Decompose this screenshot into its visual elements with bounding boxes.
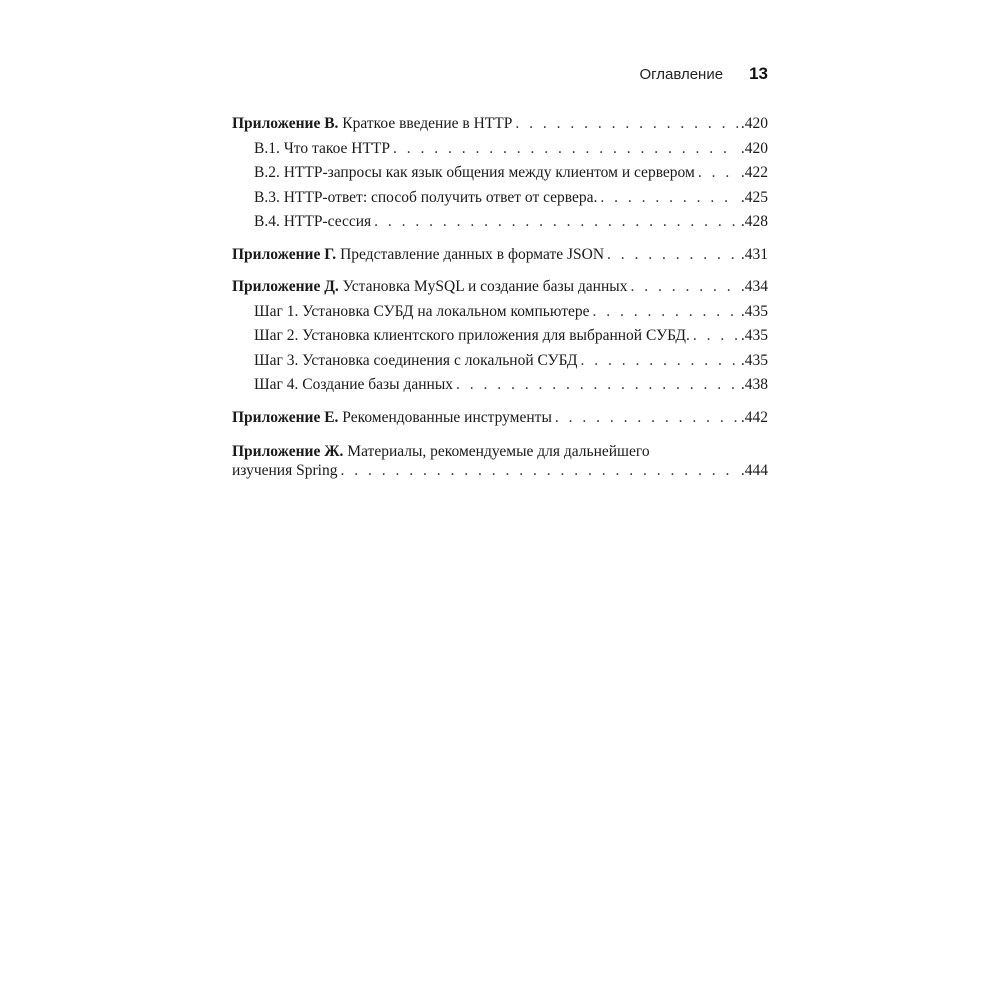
- page-ref: .442: [740, 408, 768, 426]
- page-ref: .435: [740, 351, 768, 369]
- toc-group-appendix-g: [232, 243, 768, 268]
- dot-leader: [630, 275, 737, 300]
- toc-entry-appendix-d[interactable]: [232, 275, 768, 300]
- appendix-title: Материалы, рекомендуемые для дальнейшего: [347, 443, 650, 460]
- toc-entry-appendix-zh-line1[interactable]: [232, 442, 768, 461]
- toc-group-appendix-d: [232, 275, 768, 398]
- subentry-title: Шаг 1. Установка СУБД на локальном компьютере: [254, 302, 590, 320]
- toc-entry-appendix-g[interactable]: [232, 243, 768, 268]
- subentry-title: В.4. HTTP-сессия: [254, 213, 372, 230]
- dot-leader: [592, 300, 737, 325]
- dot-leader: [607, 243, 738, 268]
- dot-leader: [515, 112, 738, 137]
- page-ref: .428: [740, 213, 768, 230]
- appendix-title: Установка MySQL и создание базы данных: [342, 278, 628, 295]
- subentry-title: В.1. Что такое HTTP: [254, 139, 391, 157]
- page-ref: .435: [740, 302, 768, 320]
- toc-subentry[interactable]: [232, 210, 768, 235]
- page-ref: .431: [740, 245, 768, 263]
- toc-subentry[interactable]: [232, 300, 768, 325]
- dot-leader: [581, 349, 738, 374]
- page-ref: .425: [740, 188, 768, 206]
- table-of-contents: [232, 112, 768, 489]
- page-ref: .420: [740, 139, 768, 157]
- page-ref: .438: [740, 376, 768, 393]
- page-number: 13: [749, 64, 768, 83]
- dot-leader: [698, 161, 738, 186]
- dot-leader: [456, 373, 738, 398]
- appendix-title-continued: изучения Spring: [232, 462, 338, 479]
- appendix-label: Приложение Г.: [232, 245, 337, 263]
- running-head: [639, 64, 768, 84]
- toc-group-appendix-e: [232, 406, 768, 431]
- appendix-label: Приложение Д.: [232, 278, 339, 295]
- appendix-label: Приложение Ж.: [232, 443, 344, 460]
- appendix-title: Краткое введение в HTTP: [342, 115, 513, 132]
- toc-group-appendix-v: [232, 112, 768, 235]
- dot-leader: [693, 324, 738, 349]
- dot-leader: [393, 137, 738, 162]
- page-ref: .444: [740, 462, 768, 479]
- dot-leader: [555, 406, 738, 431]
- toc-subentry[interactable]: [232, 324, 768, 349]
- page-ref: .434: [740, 278, 768, 295]
- toc-subentry[interactable]: [232, 349, 768, 374]
- toc-entry-appendix-zh-line2[interactable]: [232, 461, 768, 481]
- appendix-title: Рекомендованные инструменты: [342, 408, 552, 426]
- subentry-title: Шаг 4. Создание базы данных: [254, 376, 453, 393]
- toc-subentry[interactable]: [232, 161, 768, 186]
- toc-entry-appendix-e[interactable]: [232, 406, 768, 431]
- subentry-title: В.2. HTTP-запросы как язык общения между клиентом и сервером: [254, 164, 695, 181]
- page-ref: .420: [740, 115, 768, 132]
- dot-leader: [340, 461, 737, 481]
- appendix-label: Приложение Е.: [232, 408, 339, 426]
- toc-group-appendix-zh: [232, 442, 768, 481]
- subentry-title: Шаг 3. Установка соединения с локальной СУБД: [254, 351, 578, 369]
- section-title: Оглавление: [639, 66, 724, 83]
- subentry-title: В.3. HTTP-ответ: способ получить ответ от сервера.: [254, 188, 598, 206]
- appendix-label: Приложение В.: [232, 115, 339, 132]
- dot-leader: [374, 210, 738, 235]
- dot-leader: [600, 186, 737, 211]
- toc-subentry[interactable]: [232, 137, 768, 162]
- toc-subentry[interactable]: [232, 186, 768, 211]
- toc-subentry[interactable]: [232, 373, 768, 398]
- page-ref: .435: [740, 327, 768, 344]
- page-ref: .422: [740, 164, 768, 181]
- subentry-title: Шаг 2. Установка клиентского приложения для выбранной СУБД.: [254, 327, 690, 344]
- toc-entry-appendix-v[interactable]: [232, 112, 768, 137]
- appendix-title: Представление данных в формате JSON: [340, 245, 605, 263]
